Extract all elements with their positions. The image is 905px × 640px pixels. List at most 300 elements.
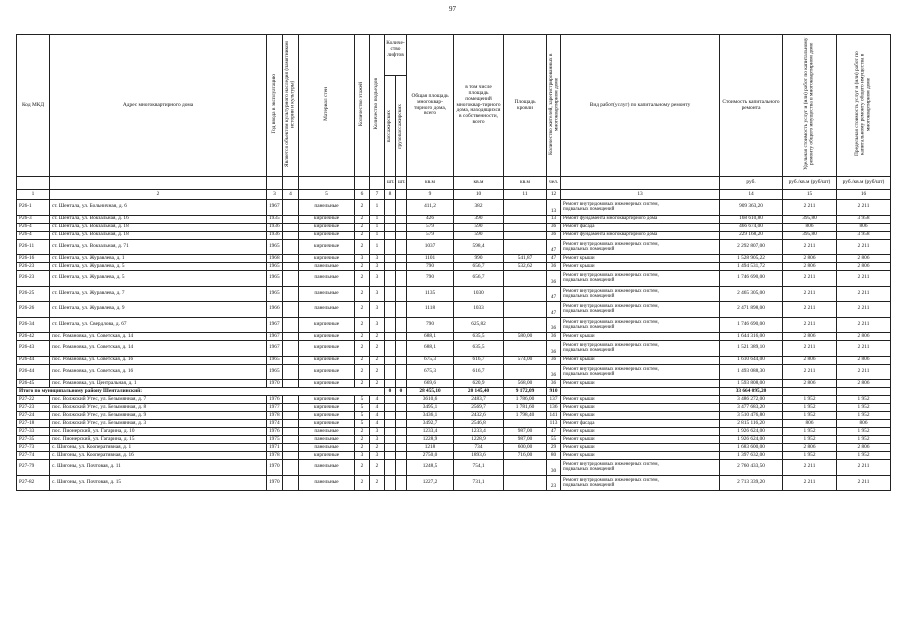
table-row	[17, 239, 891, 255]
row-cultural	[283, 356, 299, 364]
row-entrances: 2	[370, 364, 385, 380]
row-year: 1935	[267, 215, 283, 223]
row-private-area: 635,5	[454, 333, 504, 341]
row-max-cost: 2 211	[837, 317, 891, 333]
row-max-cost: 3 958	[837, 231, 891, 239]
row-work-type	[561, 428, 720, 436]
row-year: 1965	[267, 271, 283, 287]
total-label: Итого по муниципальному району Шенталинский:	[17, 388, 385, 396]
row-total-area: 1135	[407, 286, 454, 302]
row-work-type	[561, 223, 720, 231]
total-area: 28 455,10	[407, 388, 454, 396]
table-row	[17, 271, 891, 287]
row-cost: 1 494 531,72	[720, 263, 783, 271]
row-lifts-cargo	[396, 286, 407, 302]
row-residents: 113	[547, 420, 561, 428]
row-roof-area	[504, 286, 547, 302]
row-material: панельные	[299, 286, 355, 302]
row-floors: 2	[355, 239, 370, 255]
row-total-area: 1218	[407, 444, 454, 452]
row-lifts-passenger	[385, 460, 396, 476]
row-code: Р27-79	[17, 460, 50, 476]
row-lifts-passenger	[385, 396, 396, 404]
row-code: Р27-33	[17, 428, 50, 436]
total-row	[17, 388, 891, 396]
work-line: Ремонт фундамента многоквартирного дома	[563, 232, 658, 238]
row-total-area: 579	[407, 223, 454, 231]
row-year: 1970	[267, 380, 283, 388]
row-material: кирпичные	[299, 396, 355, 404]
table-row	[17, 333, 891, 341]
header-max-cost: Предельная стоимость услуг и (или) работ по капитальному ремонту общего имущества в многоквартирном доме	[837, 35, 891, 177]
row-cost: 1 397 632,00	[720, 452, 783, 460]
row-year: 1977	[267, 404, 283, 412]
row-lifts-passenger	[385, 263, 396, 271]
total-work	[561, 388, 720, 396]
row-residents: 36	[547, 231, 561, 239]
row-lifts-cargo	[396, 396, 407, 404]
total-cost: 33 664 095,20	[720, 388, 783, 396]
row-entrances: 3	[370, 286, 385, 302]
work-line: Ремонт фасада	[563, 420, 595, 426]
table-row	[17, 356, 891, 364]
work-line: Ремонт внутридомовых инженерных систем,	[563, 241, 659, 247]
row-work-type	[561, 404, 720, 412]
row-lifts-cargo	[396, 263, 407, 271]
row-lifts-passenger	[385, 231, 396, 239]
header-cultural: Является объектом культурного наследия (памятником истории и культуры)	[283, 35, 299, 177]
work-line: Ремонт внутридомовых инженерных систем,	[563, 366, 659, 372]
row-lifts-passenger	[385, 200, 396, 216]
row-address: ст. Шентала, ул. Вокзальная, д. 16	[50, 215, 267, 223]
row-year: 1965	[267, 286, 283, 302]
row-private-area: 382	[454, 200, 504, 216]
row-year: 1976	[267, 428, 283, 436]
repair-register-table	[16, 34, 891, 491]
row-total-area: 1227,2	[407, 475, 454, 491]
row-entrances: 1	[370, 223, 385, 231]
row-cost: 3 486 272,00	[720, 396, 783, 404]
row-material: панельные	[299, 436, 355, 444]
row-lifts-cargo	[396, 302, 407, 318]
row-lifts-cargo	[396, 428, 407, 436]
row-entrances: 2	[370, 380, 385, 388]
row-address: пос. Романовка, ул. Советская, д. 16	[50, 364, 267, 380]
row-entrances: 3	[370, 263, 385, 271]
row-unit-cost: 1 952	[783, 412, 837, 420]
work-line: Ремонт крыши	[563, 380, 595, 386]
row-private-area: 990	[454, 255, 504, 263]
row-floors: 5	[355, 396, 370, 404]
table-row	[17, 428, 891, 436]
table-row	[17, 460, 891, 476]
row-work-type	[561, 380, 720, 388]
row-lifts-passenger	[385, 215, 396, 223]
row-floors: 2	[355, 317, 370, 333]
row-unit-cost: 806	[783, 420, 837, 428]
row-material: кирпичные	[299, 317, 355, 333]
row-entrances: 2	[370, 341, 385, 357]
header-total-area: Общая площадь многоквар-тирного дома, всего	[407, 35, 454, 177]
row-code: Р27-24	[17, 412, 50, 420]
row-code: Р26-3	[17, 215, 50, 223]
row-max-cost: 1 952	[837, 436, 891, 444]
row-year: 1968	[267, 255, 283, 263]
row-roof-area: 532,62	[504, 263, 547, 271]
row-code: Р26-16	[17, 255, 50, 263]
row-roof-area	[504, 420, 547, 428]
table-row	[17, 223, 891, 231]
row-entrances: 2	[370, 460, 385, 476]
row-cultural	[283, 404, 299, 412]
row-cost: 1 683 600,00	[720, 444, 783, 452]
row-entrances: 4	[370, 404, 385, 412]
row-floors: 2	[355, 460, 370, 476]
row-residents: 55	[547, 436, 561, 444]
row-entrances: 2	[370, 444, 385, 452]
row-floors: 2	[355, 444, 370, 452]
row-cost: 2 292 807,00	[720, 239, 783, 255]
row-entrances: 4	[370, 412, 385, 420]
row-cost: 2 471 898,00	[720, 302, 783, 318]
total-residents: 910	[547, 388, 561, 396]
row-cost: 3 510 476,80	[720, 412, 783, 420]
work-line: Ремонт крыши	[563, 333, 595, 339]
row-total-area: 3492,7	[407, 420, 454, 428]
row-private-area: 734	[454, 444, 504, 452]
work-line: Ремонт крыши	[563, 436, 595, 442]
work-line: Ремонт внутридомовых инженерных систем,	[563, 319, 659, 325]
row-code: Р26-25	[17, 286, 50, 302]
row-max-cost: 2 211	[837, 271, 891, 287]
row-unit-cost: 1 952	[783, 436, 837, 444]
work-line: Ремонт крыши	[563, 428, 595, 434]
work-line: Ремонт внутридомовых инженерных систем,	[563, 477, 659, 483]
row-unit-cost: 2 806	[783, 380, 837, 388]
row-year: 1970	[267, 460, 283, 476]
row-address: пос. Романовка, ул. Советская, д. 14	[50, 333, 267, 341]
row-roof-area	[504, 231, 547, 239]
row-year: 1967	[267, 341, 283, 357]
row-code: Р26-4	[17, 231, 50, 239]
row-max-cost: 2 211	[837, 364, 891, 380]
row-total-area: 1118	[407, 302, 454, 318]
row-code: Р26-4	[17, 223, 50, 231]
row-unit-cost: 806	[783, 223, 837, 231]
row-work-type	[561, 420, 720, 428]
row-entrances: 1	[370, 231, 385, 239]
row-private-area: 2432,6	[454, 412, 504, 420]
row-residents: 47	[547, 302, 561, 318]
row-roof-area	[504, 215, 547, 223]
row-max-cost: 1 952	[837, 452, 891, 460]
row-year: 1966	[267, 302, 283, 318]
row-address: ст. Шентала, ул. Вокзальная, д. 18	[50, 223, 267, 231]
row-work-type	[561, 396, 720, 404]
row-material: кирпичные	[299, 452, 355, 460]
row-cost: 2 815 116,20	[720, 420, 783, 428]
row-address: пос. Романовка, ул. Советская, д. 14	[50, 341, 267, 357]
row-total-area: 675,3	[407, 364, 454, 380]
row-private-area: 390	[454, 215, 504, 223]
row-work-type	[561, 364, 720, 380]
row-private-area: 2483,7	[454, 396, 504, 404]
row-max-cost: 2 806	[837, 444, 891, 452]
row-total-area: 669,6	[407, 380, 454, 388]
row-roof-area	[504, 475, 547, 491]
row-private-area: 1233,4	[454, 428, 504, 436]
row-cultural	[283, 200, 299, 216]
row-cultural	[283, 380, 299, 388]
row-residents: 47	[547, 255, 561, 263]
row-cultural	[283, 263, 299, 271]
row-total-area: 1101	[407, 255, 454, 263]
row-roof-area	[504, 223, 547, 231]
table-row	[17, 396, 891, 404]
row-code: Р26-11	[17, 239, 50, 255]
row-cost: 1 746 690,00	[720, 271, 783, 287]
row-unit-cost: 2 211	[783, 286, 837, 302]
row-material: панельные	[299, 271, 355, 287]
work-line: Ремонт внутридомовых инженерных систем,	[563, 273, 659, 278]
row-unit-cost: 2 806	[783, 444, 837, 452]
row-max-cost: 2 211	[837, 475, 891, 491]
row-cost: 2 713 339,20	[720, 475, 783, 491]
row-lifts-cargo	[396, 452, 407, 460]
row-cultural	[283, 231, 299, 239]
row-floors: 2	[355, 436, 370, 444]
row-entrances: 3	[370, 428, 385, 436]
row-max-cost: 2 806	[837, 380, 891, 388]
work-line: Ремонт внутридомовых инженерных систем,	[563, 343, 659, 348]
row-cultural	[283, 460, 299, 476]
row-total-area: 688,1	[407, 333, 454, 341]
row-residents: 13	[547, 215, 561, 223]
header-lifts-cargo: грузопассажирских	[397, 103, 404, 149]
row-material: панельные	[299, 200, 355, 216]
row-cultural	[283, 475, 299, 491]
table-row	[17, 215, 891, 223]
row-residents: 36	[547, 341, 561, 357]
row-unit-cost: 2 806	[783, 333, 837, 341]
row-year: 1965	[267, 239, 283, 255]
row-address: ст. Шентала, ул. Журавлева, д. 1	[50, 255, 267, 263]
row-total-area: 688,1	[407, 341, 454, 357]
row-total-area: 1233,4	[407, 428, 454, 436]
row-material: панельные	[299, 475, 355, 491]
row-unit-cost: 2 806	[783, 255, 837, 263]
row-lifts-passenger	[385, 341, 396, 357]
row-lifts-passenger	[385, 428, 396, 436]
row-unit-cost: 2 211	[783, 302, 837, 318]
row-code: Р27-82	[17, 475, 50, 491]
row-residents: 30	[547, 460, 561, 476]
row-code: Р27-35	[17, 436, 50, 444]
row-cost: 168 610,80	[720, 215, 783, 223]
row-work-type	[561, 460, 720, 476]
row-lifts-cargo	[396, 333, 407, 341]
header-floors: Количество этажей	[355, 35, 370, 177]
row-max-cost: 2 211	[837, 239, 891, 255]
row-lifts-cargo	[396, 420, 407, 428]
row-work-type	[561, 255, 720, 263]
row-unit-cost: 2 211	[783, 341, 837, 357]
row-unit-cost: 2 211	[783, 317, 837, 333]
row-entrances: 3	[370, 302, 385, 318]
row-cost: 909 363,20	[720, 200, 783, 216]
row-max-cost: 2 211	[837, 341, 891, 357]
row-cultural	[283, 412, 299, 420]
row-cost: 466 674,00	[720, 223, 783, 231]
total-roof-area: 9 172,09	[504, 388, 547, 396]
row-unit-cost: 2 211	[783, 364, 837, 380]
row-work-type	[561, 215, 720, 223]
work-line: подвальных помещений	[563, 246, 615, 252]
row-floors: 2	[355, 341, 370, 357]
row-total-area: 2750,0	[407, 452, 454, 460]
row-lifts-passenger	[385, 436, 396, 444]
row-work-type	[561, 263, 720, 271]
row-work-type	[561, 231, 720, 239]
row-private-area: 2546,8	[454, 420, 504, 428]
work-line: Ремонт внутридомовых инженерных систем,	[563, 202, 659, 207]
row-roof-area	[504, 239, 547, 255]
row-residents: 36	[547, 223, 561, 231]
row-lifts-cargo	[396, 380, 407, 388]
row-code: Р26-42	[17, 333, 50, 341]
row-floors: 2	[355, 356, 370, 364]
row-unit-cost: 395,80	[783, 215, 837, 223]
row-cultural	[283, 255, 299, 263]
row-entrances: 4	[370, 420, 385, 428]
row-address: пос. Романовка, ул. Советская, д. 16	[50, 356, 267, 364]
row-max-cost: 2 211	[837, 200, 891, 216]
row-private-area: 1893,6	[454, 452, 504, 460]
row-cultural	[283, 428, 299, 436]
work-line: подвальных помещений	[563, 207, 615, 213]
row-address: с. Шигоны, ул. Почтовая, д. 15	[50, 475, 267, 491]
row-lifts-passenger	[385, 255, 396, 263]
row-residents: 29	[547, 444, 561, 452]
row-max-cost: 1 952	[837, 428, 891, 436]
row-code: Р26-23	[17, 263, 50, 271]
work-line: Ремонт крыши	[563, 412, 595, 418]
row-total-area: 579	[407, 231, 454, 239]
row-total-area: 3436,1	[407, 412, 454, 420]
row-max-cost: 2 806	[837, 263, 891, 271]
row-address: пос. Романовка, ул. Центральная, д. 1	[50, 380, 267, 388]
header-material: Материал стен	[299, 35, 355, 177]
table-row	[17, 255, 891, 263]
row-roof-area: 987,00	[504, 428, 547, 436]
row-floors: 2	[355, 263, 370, 271]
row-lifts-cargo	[396, 436, 407, 444]
row-cost: 2 465 305,00	[720, 286, 783, 302]
row-cultural	[283, 420, 299, 428]
row-code: Р27-73	[17, 444, 50, 452]
row-material: кирпичные	[299, 341, 355, 357]
row-lifts-passenger	[385, 444, 396, 452]
header-unit-cost: Удельная стоимость услуг и (или) работ по капитальному ремонту общего имущества в многоквартирном доме	[783, 35, 837, 177]
table-row	[17, 263, 891, 271]
row-year: 1965	[267, 364, 283, 380]
row-private-area: 590	[454, 231, 504, 239]
work-line: Ремонт крыши	[563, 404, 595, 410]
row-year: 1965	[267, 356, 283, 364]
row-lifts-cargo	[396, 231, 407, 239]
table-header	[17, 35, 891, 200]
row-address: с. Шигоны, ул. Кооперативная, д. 1	[50, 444, 267, 452]
row-max-cost: 806	[837, 420, 891, 428]
row-lifts-cargo	[396, 317, 407, 333]
row-lifts-cargo	[396, 412, 407, 420]
work-line: Ремонт крыши	[563, 396, 595, 402]
row-year: 1967	[267, 200, 283, 216]
row-unit-cost: 1 952	[783, 452, 837, 460]
row-cost: 1 644 316,00	[720, 333, 783, 341]
row-private-area: 731,1	[454, 475, 504, 491]
row-cultural	[283, 239, 299, 255]
row-residents: 36	[547, 317, 561, 333]
row-residents: 36	[547, 380, 561, 388]
row-address: пос. Волжский Утес, ул. Безымянная, д. 9	[50, 412, 267, 420]
row-floors: 2	[355, 286, 370, 302]
header-address: Адрес многоквартирного дома	[50, 35, 267, 177]
row-entrances: 3	[370, 436, 385, 444]
row-total-area: 426	[407, 215, 454, 223]
row-material: кирпичные	[299, 255, 355, 263]
row-address: пос. Пионерский, ул. Гагарина, д. 15	[50, 436, 267, 444]
work-line: Ремонт фундамента многоквартирного дома	[563, 216, 658, 222]
row-lifts-cargo	[396, 444, 407, 452]
row-cost: 1 746 690,00	[720, 317, 783, 333]
row-material: панельные	[299, 460, 355, 476]
row-lifts-passenger	[385, 404, 396, 412]
row-year: 1975	[267, 436, 283, 444]
row-max-cost: 806	[837, 223, 891, 231]
row-residents: 80	[547, 452, 561, 460]
row-address: ст. Шентала, ул. Журавлева, д. 9	[50, 302, 267, 318]
table-row	[17, 420, 891, 428]
row-floors: 2	[355, 223, 370, 231]
row-entrances: 4	[370, 396, 385, 404]
work-line: Ремонт крыши	[563, 255, 595, 261]
row-entrances: 3	[370, 255, 385, 263]
row-work-type	[561, 333, 720, 341]
row-address: ст. Шентала, ул. Журавлева, д. 5	[50, 271, 267, 287]
table-body	[17, 200, 891, 491]
row-cost: 3 477 683,20	[720, 404, 783, 412]
row-code: Р26-23	[17, 271, 50, 287]
row-unit-cost: 1 952	[783, 396, 837, 404]
row-material: панельные	[299, 444, 355, 452]
row-entrances: 1	[370, 215, 385, 223]
table-row	[17, 452, 891, 460]
row-work-type	[561, 356, 720, 364]
row-address: ст. Шентала, ул. Журавлева, д. 7	[50, 286, 267, 302]
row-work-type	[561, 239, 720, 255]
row-work-type	[561, 452, 720, 460]
total-private-area: 20 145,40	[454, 388, 504, 396]
row-year: 1936	[267, 231, 283, 239]
row-cultural	[283, 215, 299, 223]
row-floors: 2	[355, 333, 370, 341]
row-private-area: 590	[454, 223, 504, 231]
row-floors: 2	[355, 271, 370, 287]
total-lifts-passenger: 0	[385, 388, 396, 396]
row-work-type	[561, 412, 720, 420]
row-lifts-passenger	[385, 239, 396, 255]
